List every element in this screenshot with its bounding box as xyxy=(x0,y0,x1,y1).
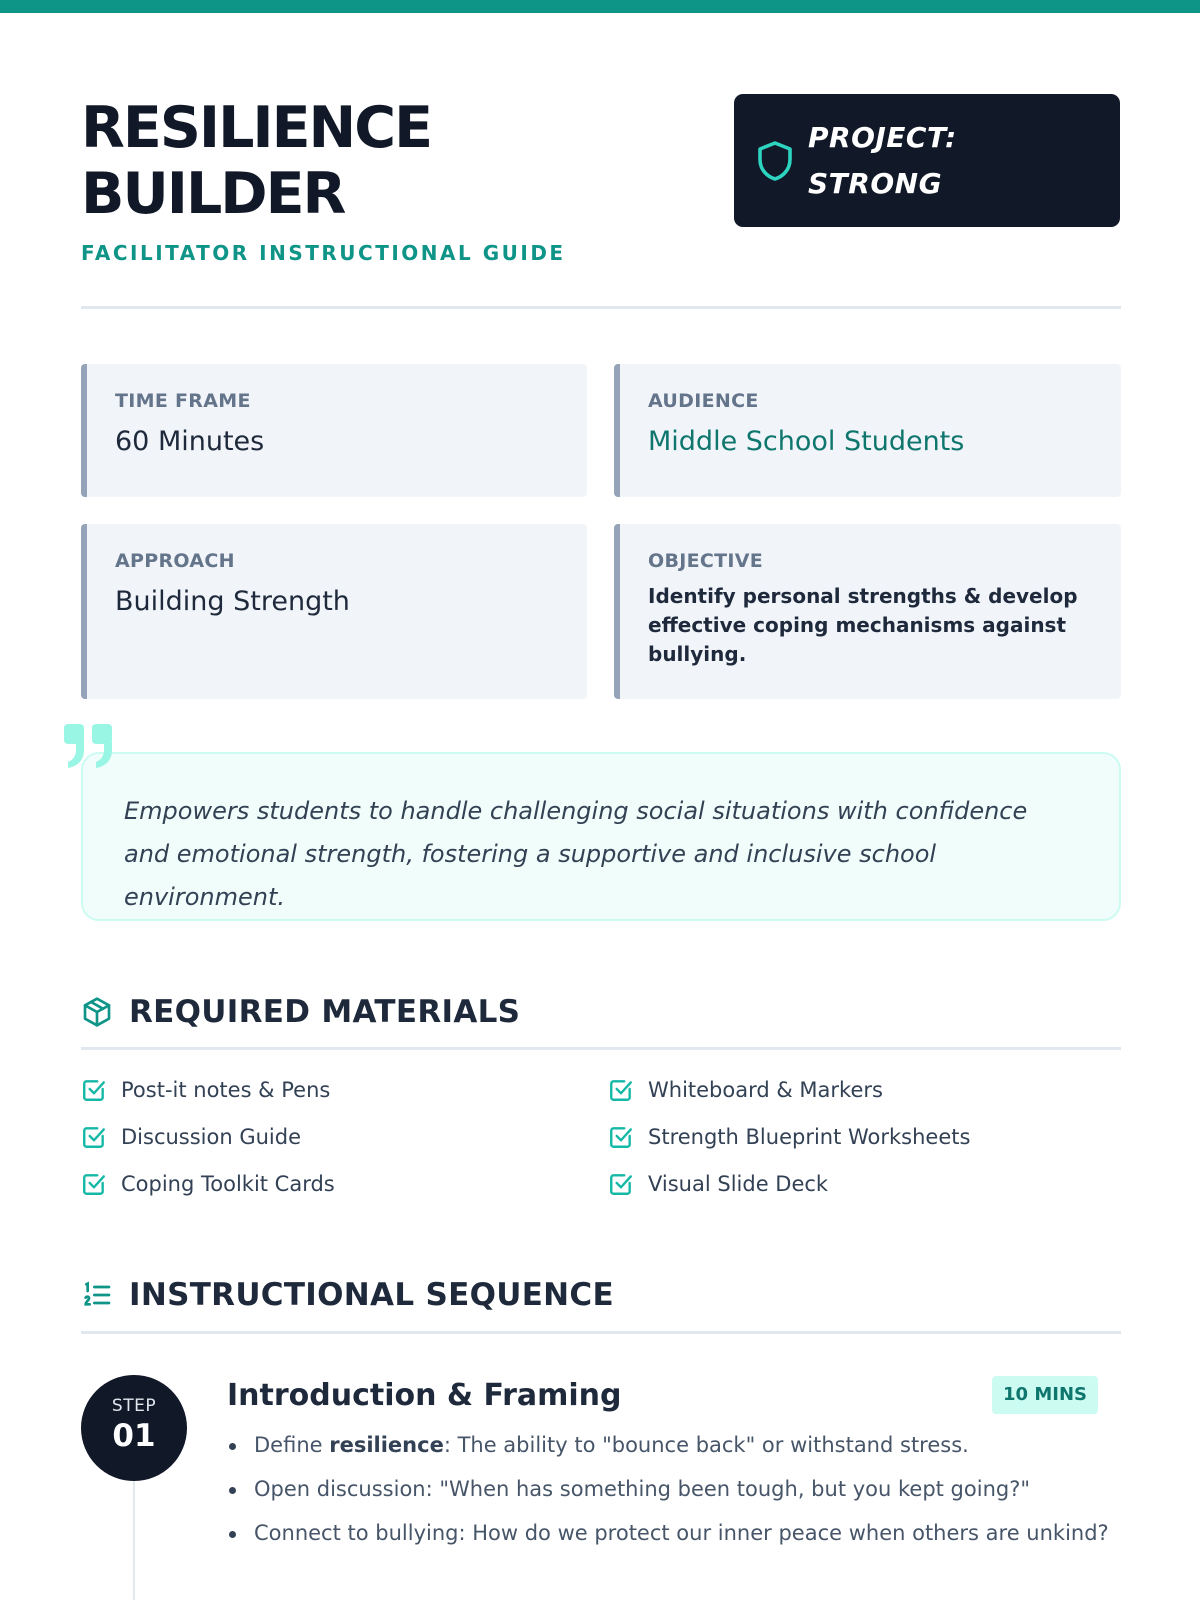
bullet-text: Connect to bullying: How do we protect our inner peace when others are unkind? xyxy=(254,1521,1109,1545)
info-label: APPROACH xyxy=(115,550,235,572)
material-label: Discussion Guide xyxy=(121,1125,302,1149)
checkbox-icon xyxy=(608,1171,634,1197)
info-value: Identify personal strengths & develop effective coping mechanisms against bullying. xyxy=(648,584,1078,666)
header-divider xyxy=(81,306,1121,309)
info-value: 60 Minutes xyxy=(115,426,265,457)
materials-title: REQUIRED MATERIALS xyxy=(129,994,521,1030)
info-label: OBJECTIVE xyxy=(648,550,764,572)
material-label: Visual Slide Deck xyxy=(648,1172,829,1196)
checkbox-icon xyxy=(81,1124,107,1150)
material-label: Whiteboard & Markers xyxy=(648,1078,883,1102)
badge-line-1: PROJECT: xyxy=(808,120,957,154)
material-label: Strength Blueprint Worksheets xyxy=(648,1125,971,1149)
bullet-text: : The ability to "bounce back" or withstand stress. xyxy=(443,1433,969,1457)
quote-icon xyxy=(62,722,116,776)
checkbox-icon xyxy=(81,1171,107,1197)
step-connector xyxy=(133,1481,135,1600)
info-card-approach xyxy=(81,524,587,699)
material-label: Post-it notes & Pens xyxy=(121,1078,331,1102)
info-card-objective xyxy=(614,524,1121,699)
step-bullets xyxy=(227,1428,1127,1560)
bullet-text: Define xyxy=(254,1433,330,1457)
step-label: STEP xyxy=(111,1396,157,1416)
duration-badge: 10 MINS xyxy=(992,1376,1098,1414)
page-subtitle: FACILITATOR INSTRUCTIONAL GUIDE xyxy=(81,241,566,265)
ordered-list-icon xyxy=(81,1279,113,1311)
info-label: TIME FRAME xyxy=(115,390,251,412)
step-marker xyxy=(81,1375,187,1481)
top-accent-bar xyxy=(0,0,1200,13)
material-item xyxy=(81,1169,335,1199)
checkbox-icon xyxy=(608,1077,634,1103)
step-number: 01 xyxy=(112,1418,156,1454)
sequence-heading xyxy=(81,1270,1121,1320)
material-item xyxy=(608,1122,970,1152)
quote-text: Empowers students to handle challenging social situations with confidence and emotional strength, fostering a supportive and inclusive school environment. xyxy=(124,797,1028,911)
materials-divider xyxy=(81,1047,1121,1050)
info-label: AUDIENCE xyxy=(648,390,759,412)
list-item xyxy=(227,1516,1127,1560)
title-line-1: RESILIENCE xyxy=(81,95,432,161)
material-item xyxy=(608,1075,883,1105)
list-item xyxy=(227,1428,1127,1472)
title-line-2: BUILDER xyxy=(81,161,345,227)
checkbox-icon xyxy=(608,1124,634,1150)
info-card-time-frame xyxy=(81,364,587,497)
step-title: Introduction & Framing xyxy=(227,1378,622,1413)
badge-line-2: STRONG xyxy=(808,166,943,200)
checkbox-icon xyxy=(81,1077,107,1103)
material-label: Coping Toolkit Cards xyxy=(121,1172,335,1196)
package-icon xyxy=(81,996,113,1028)
sequence-divider xyxy=(81,1331,1121,1334)
material-item xyxy=(81,1122,301,1152)
summary-quote xyxy=(81,752,1121,921)
info-card-audience xyxy=(614,364,1121,497)
shield-icon xyxy=(756,140,794,182)
badge-text xyxy=(808,115,957,207)
project-badge xyxy=(734,94,1120,227)
sequence-title: INSTRUCTIONAL SEQUENCE xyxy=(129,1277,614,1313)
list-item xyxy=(227,1472,1127,1516)
bullet-term: resilience xyxy=(329,1433,444,1457)
material-item xyxy=(81,1075,330,1105)
info-value: Building Strength xyxy=(115,586,350,617)
materials-heading xyxy=(81,987,1121,1037)
material-item xyxy=(608,1169,828,1199)
bullet-text: Open discussion: "When has something been tough, but you kept going?" xyxy=(254,1477,1031,1501)
info-value: Middle School Students xyxy=(648,426,965,457)
